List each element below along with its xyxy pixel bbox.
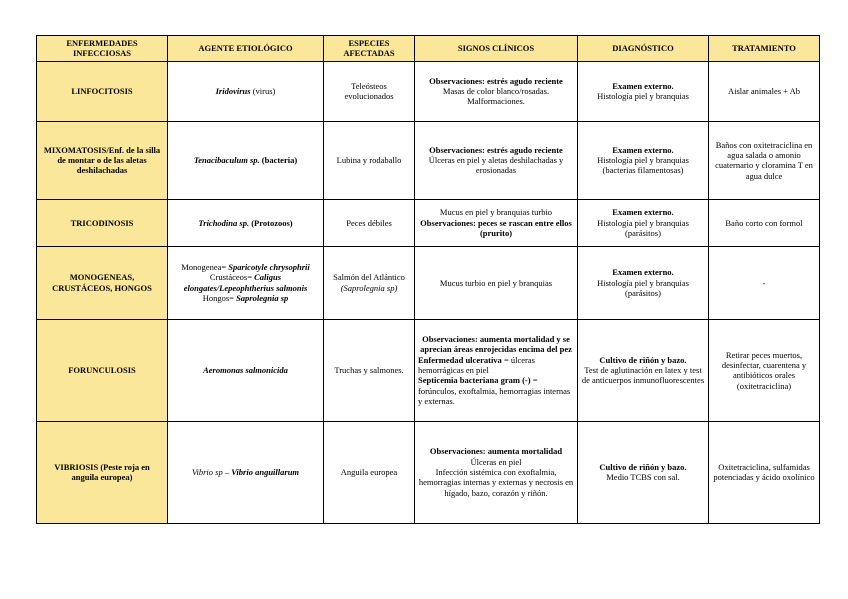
species-cell: Teleósteos evolucionados: [324, 61, 415, 121]
species-cell: Truchas y salmones.: [324, 319, 415, 421]
diagnosis-cell: Examen externo. Histología piel y branquias (bacterias filamentosas): [578, 121, 709, 199]
signs-cell: Observaciones: aumenta mortalidad y se aprecian áreas enrojecidas encima del pez Enfermedad ulcerativa = úlceras hemorrágicas en piel Septicemia bacteriana gram (-) = forúnculos, exoftalmia, hemorragias internas y externas.: [415, 319, 578, 421]
table-row: [37, 199, 820, 246]
treatment-cell: Oxitetraciclina, sulfamidas potenciadas y ácido oxolínico: [709, 421, 820, 523]
signs-cell: Observaciones: estrés agudo reciente Masas de color blanco/rosadas. Malformaciones.: [415, 61, 578, 121]
species-cell: Salmón del Atlántico (Saprolegnia sp): [324, 246, 415, 319]
diagnosis-cell: Examen externo. Histología piel y branquias (parásitos): [578, 246, 709, 319]
treatment-cell: Retirar peces muertos, desinfectar, cuarentena y antibióticos orales (oxitetraciclina): [709, 319, 820, 421]
table-row: [37, 61, 820, 121]
header-row: [37, 36, 820, 62]
agent-cell: Monogenea= Sparicotyle chrysophrii Crustáceos= Caligus elongates/Lepeophtherius salmonis Hongos= Saprolegnia sp: [168, 246, 324, 319]
table-row: [37, 421, 820, 523]
agent-cell: Tenacibaculum sp. (bacteria): [168, 121, 324, 199]
signs-cell: Mucus turbio en piel y branquias: [415, 246, 578, 319]
treatment-cell: Baños con oxitetraciclina en agua salada o amonio cuaternario y cloramina T en agua dulce: [709, 121, 820, 199]
diagnosis-cell: Cultivo de riñón y bazo. Medio TCBS con sal.: [578, 421, 709, 523]
treatment-cell: -: [709, 246, 820, 319]
header-species: ESPECIES AFECTADAS: [324, 36, 415, 62]
signs-cell: Mucus en piel y branquias turbio Observaciones: peces se rascan entre ellos (prurito): [415, 199, 578, 246]
species-cell: Peces débiles: [324, 199, 415, 246]
disease-cell: MIXOMATOSIS/Enf. de la silla de montar o de las aletas deshilachadas: [37, 121, 168, 199]
diagnosis-cell: Examen externo. Histología piel y branquias: [578, 61, 709, 121]
agent-cell: Trichodina sp. (Protozoos): [168, 199, 324, 246]
table-row: [37, 121, 820, 199]
diagnosis-cell: Examen externo. Histología piel y branquias (parásitos): [578, 199, 709, 246]
treatment-cell: Aislar animales + Ab: [709, 61, 820, 121]
agent-cell: Aeromonas salmonicida: [168, 319, 324, 421]
treatment-cell: Baño corto con formol: [709, 199, 820, 246]
species-cell: Anguila europea: [324, 421, 415, 523]
header-signs: SIGNOS CLÍNICOS: [415, 36, 578, 62]
disease-cell: MONOGENEAS, CRUSTÁCEOS, HONGOS: [37, 246, 168, 319]
header-diseases: ENFERMEDADES INFECCIOSAS: [37, 36, 168, 62]
disease-cell: TRICODINOSIS: [37, 199, 168, 246]
signs-cell: Observaciones: aumenta mortalidad Úlceras en piel Infección sistémica con exoftalmia, hemorragias internas y externas y necrosis en hígado, bazo, corazón y riñón.: [415, 421, 578, 523]
diseases-table: [36, 35, 820, 524]
table-row: [37, 319, 820, 421]
agent-cell: Vibrio sp – Vibrio anguillarum: [168, 421, 324, 523]
signs-cell: Observaciones: estrés agudo reciente Úlceras en piel y aletas deshilachadas y erosionadas: [415, 121, 578, 199]
agent-cell: Iridovirus (virus): [168, 61, 324, 121]
header-diagnosis: DIAGNÓSTICO: [578, 36, 709, 62]
disease-cell: LINFOCITOSIS: [37, 61, 168, 121]
disease-cell: FORUNCULOSIS: [37, 319, 168, 421]
disease-cell: VIBRIOSIS (Peste roja en anguila europea): [37, 421, 168, 523]
diagnosis-cell: Cultivo de riñón y bazo. Test de aglutinación en latex y test de anticuerpos inmunofluorescentes: [578, 319, 709, 421]
header-treatment: TRATAMIENTO: [709, 36, 820, 62]
table-row: [37, 246, 820, 319]
header-agent: AGENTE ETIOLÓGICO: [168, 36, 324, 62]
species-cell: Lubina y rodaballo: [324, 121, 415, 199]
